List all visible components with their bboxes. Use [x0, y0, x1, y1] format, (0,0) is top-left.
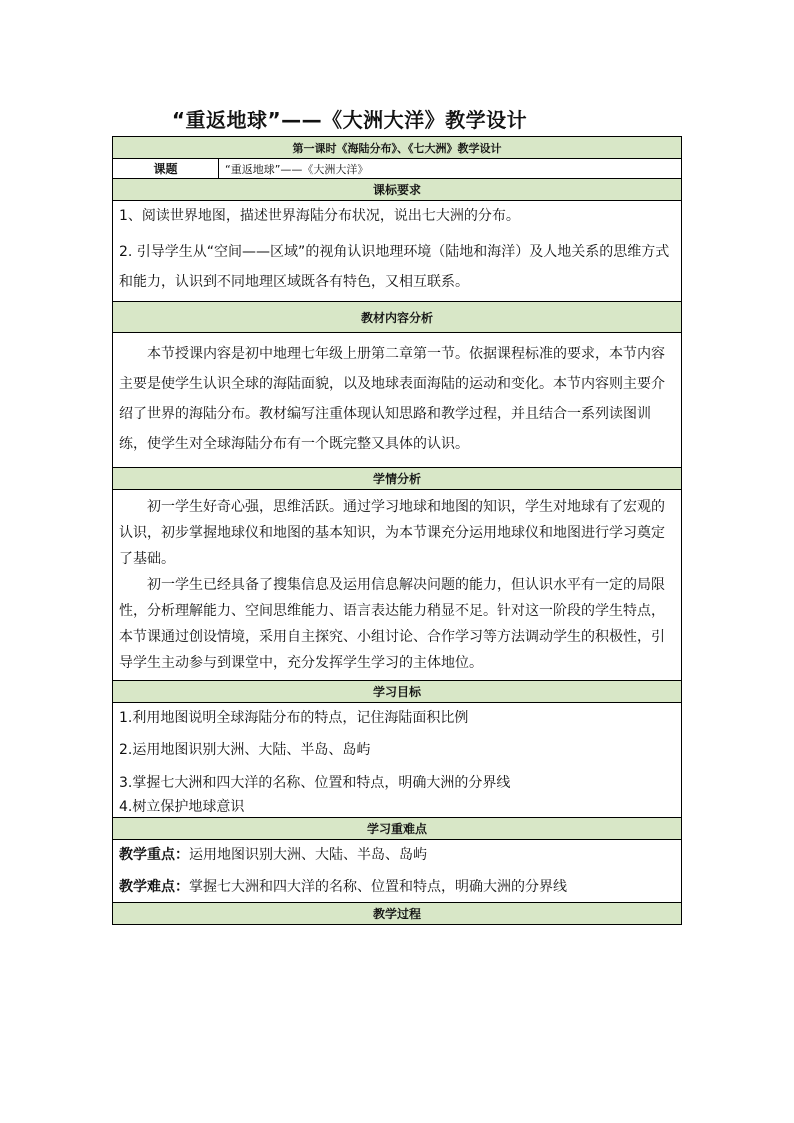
objective-item: 4.树立保护地球意识: [119, 799, 245, 815]
lesson-header-row: [113, 137, 682, 159]
student-analysis-paragraph: 初一学生已经具备了搜集信息及运用信息解决问题的能力，但认识水平有一定的局限性，分析理解能力、空间思维能力、语言表达能力稍显不足。针对这一阶段的学生特点，本节课通过创设情境，采用自主探究、小组讨论、合作学习等方法调动学生的积极性，引导学生主动参与到课堂中，充分发挥学生学习的主体地位。: [119, 577, 665, 671]
content-analysis-heading-row: [113, 302, 682, 333]
content-analysis-body-row: [113, 333, 682, 468]
key-points-body-row: [113, 840, 682, 903]
document-title-text: “重返地球”——《大洲大洋》教学设计: [171, 108, 528, 132]
key-points-heading-row: [113, 818, 682, 840]
topic-value: “重返地球”——《大洲大洋》: [219, 159, 682, 179]
teaching-focus: [119, 840, 675, 870]
teaching-difficulty-text: 掌握七大洲和四大洋的名称、位置和特点，明确大洲的分界线: [189, 879, 567, 895]
objective-item: 1.利用地图说明全球海陆分布的特点，记住海陆面积比例: [119, 710, 469, 726]
key-points-body: [113, 840, 682, 903]
objectives-heading: 学习目标: [113, 681, 682, 703]
standards-heading-row: [113, 179, 682, 201]
topic-row: [113, 159, 682, 179]
process-heading: 教学过程: [113, 903, 682, 925]
teaching-difficulty-label: 教学难点：: [119, 879, 189, 895]
objectives-heading-row: [113, 681, 682, 703]
process-heading-row: [113, 903, 682, 925]
teaching-difficulty: [119, 872, 675, 902]
student-analysis-paragraph: 初一学生好奇心强，思维活跃。通过学习地球和地图的知识，学生对地球有了宏观的认识，初步掌握地球仪和地图的基本知识，为本节课充分运用地球仪和地图进行学习奠定了基础。: [119, 499, 665, 567]
teaching-focus-label: 教学重点：: [119, 847, 189, 863]
objectives-body-row: [113, 703, 682, 818]
standards-heading: 课标要求: [113, 179, 682, 201]
objectives-body: [113, 703, 682, 818]
content-analysis-body: [113, 333, 682, 468]
teaching-focus-text: 运用地图识别大洲、大陆、半岛、岛屿: [189, 847, 427, 863]
lesson-plan-table: [112, 136, 682, 925]
objective-item: 3.掌握七大洲和四大洋的名称、位置和特点，明确大洲的分界线: [119, 775, 511, 791]
student-analysis-heading: 学情分析: [113, 468, 682, 490]
key-points-heading: 学习重难点: [113, 818, 682, 840]
student-analysis-body: [113, 490, 682, 681]
student-analysis-body-row: [113, 490, 682, 681]
objective-item: 2.运用地图识别大洲、大陆、半岛、岛屿: [119, 742, 371, 758]
standards-item: 2. 引导学生从“空间——区域”的视角认识地理环境（陆地和海洋）及人地关系的思维方式和能力，认识到不同地理区域既各有特色，又相互联系。: [119, 244, 670, 290]
student-analysis-heading-row: [113, 468, 682, 490]
document-title: [0, 104, 794, 133]
topic-label: 课题: [113, 159, 219, 179]
standards-body-row: [113, 201, 682, 302]
standards-body: [113, 201, 682, 302]
content-analysis-heading: 教材内容分析: [113, 302, 682, 333]
content-analysis-text: 本节授课内容是初中地理七年级上册第二章第一节。依据课程标准的要求，本节内容主要是使学生认识全球的海陆面貌，以及地球表面海陆的运动和变化。本节内容则主要介绍了世界的海陆分布。教材编写注重体现认知思路和教学过程，并且结合一系列读图训练，使学生对全球海陆分布有一个既完整又具体的认识。: [119, 346, 665, 452]
standards-item: 1、阅读世界地图，描述世界海陆分布状况，说出七大洲的分布。: [119, 208, 520, 224]
lesson-header-cell: 第一课时《海陆分布》、《七大洲》教学设计: [113, 137, 682, 159]
